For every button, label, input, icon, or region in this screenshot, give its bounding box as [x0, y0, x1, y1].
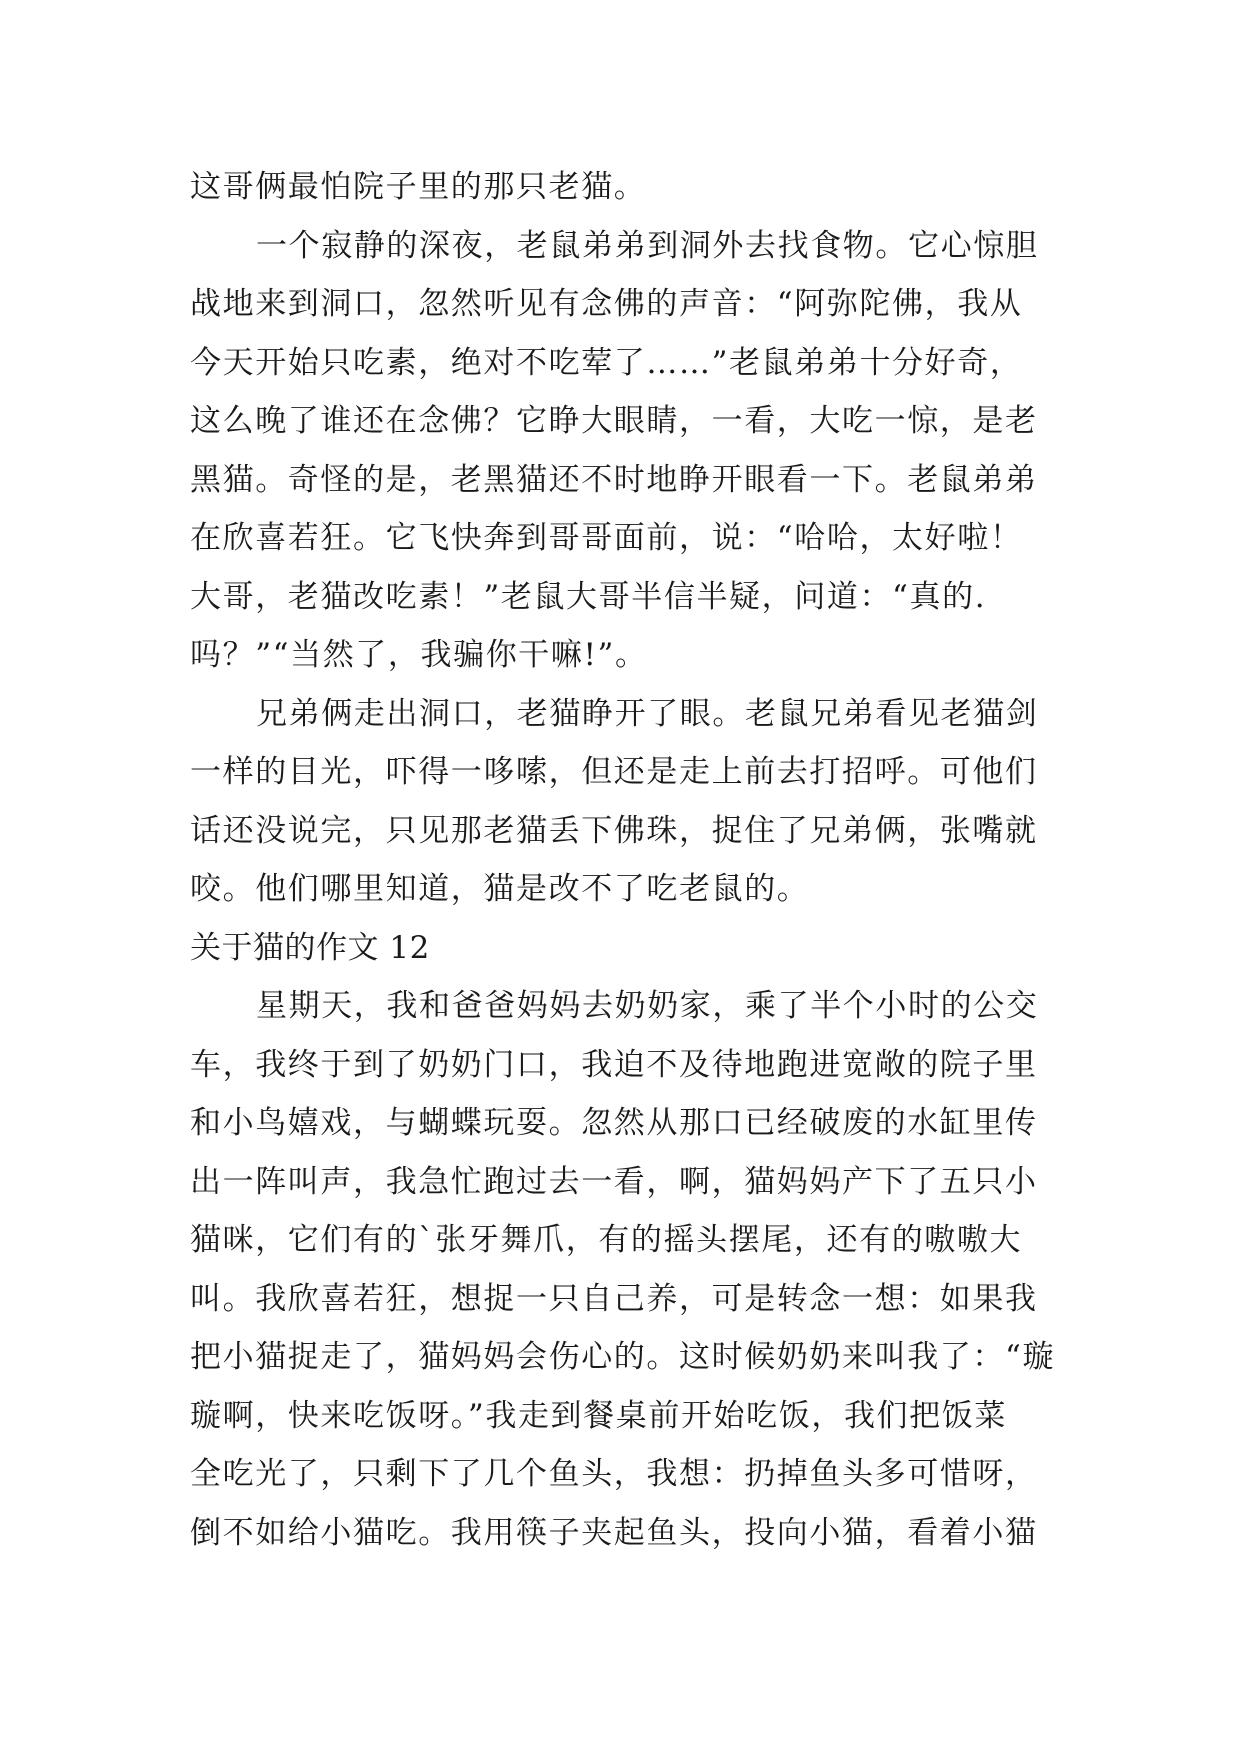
paragraph-ending	[190, 685, 1050, 919]
text-line: 全吃光了，只剩下了几个鱼头，我想：扔掉鱼头多可惜呀，	[190, 1456, 1038, 1492]
text-line: 叫。我欣喜若狂，想捉一只自己养，可是转念一想：如果我	[190, 1280, 1038, 1317]
text-line: 一个寂静的深夜，老鼠弟弟到洞外去找食物。它心惊胆	[256, 227, 1039, 264]
text-line: 今天开始只吃素，绝对不吃荤了……”老鼠弟弟十分好奇，	[190, 344, 1023, 381]
text-line: 黑猫。奇怪的是，老黑猫还不时地睁开眼看一下。老鼠弟弟	[190, 461, 1038, 498]
text-line: 出一阵叫声，我急忙跑过去一看，啊，猫妈妈产下了五只小	[190, 1163, 1038, 1200]
text-line: 这么晚了谁还在念佛？它睁大眼睛，一看，大吃一惊，是老	[190, 403, 1038, 439]
document-page	[190, 158, 1056, 1562]
text-line: 猫咪，它们有的`张牙舞爪，有的摇头摆尾，还有的嗷嗷大	[190, 1222, 1023, 1258]
text-line: 在欣喜若狂。它飞快奔到哥哥面前，说：“哈哈，太好啦！	[190, 520, 1023, 556]
text-line: 大哥，老猫改吃素！”老鼠大哥半信半疑，问道：“真的.	[190, 578, 987, 615]
paragraph-sunday	[190, 977, 1056, 1562]
text-line: 倒不如给小猫吃。我用筷子夹起鱼头，投向小猫，看着小猫	[190, 1514, 1038, 1551]
section-heading: 关于猫的作文 12	[190, 929, 430, 966]
paragraph-continuation	[190, 158, 1050, 217]
text-line: 星期天，我和爸爸妈妈去奶奶家，乘了半个小时的公交	[256, 988, 1039, 1024]
paragraph-night	[190, 217, 1050, 685]
text-line: 兄弟俩走出洞口，老猫睁开了眼。老鼠兄弟看见老猫剑	[256, 695, 1039, 732]
text-line: 璇啊，快来吃饭呀。”我走到餐桌前开始吃饭，我们把饭菜	[190, 1397, 1007, 1434]
text-line: 和小鸟嬉戏，与蝴蝶玩耍。忽然从那口已经破废的水缸里传	[190, 1105, 1038, 1141]
text-line: 把小猫捉走了，猫妈妈会伤心的。这时候奶奶来叫我了：“璇	[190, 1339, 1056, 1375]
text-line: 咬。他们哪里知道，猫是改不了吃老鼠的。	[190, 871, 810, 907]
text-line: 这哥俩最怕院子里的那只老猫。	[190, 169, 647, 205]
text-line: 吗？”“当然了，我骗你干嘛!”。	[190, 637, 648, 673]
text-line: 战地来到洞口，忽然听见有念佛的声音：“阿弥陀佛，我从	[190, 286, 1023, 322]
text-line: 车，我终于到了奶奶门口，我迫不及待地跑进宽敞的院子里	[190, 1046, 1038, 1083]
text-line: 一样的目光，吓得一哆嗦，但还是走上前去打招呼。可他们	[190, 754, 1038, 790]
text-line: 话还没说完，只见那老猫丢下佛珠，捉住了兄弟俩，张嘴就	[190, 812, 1038, 849]
